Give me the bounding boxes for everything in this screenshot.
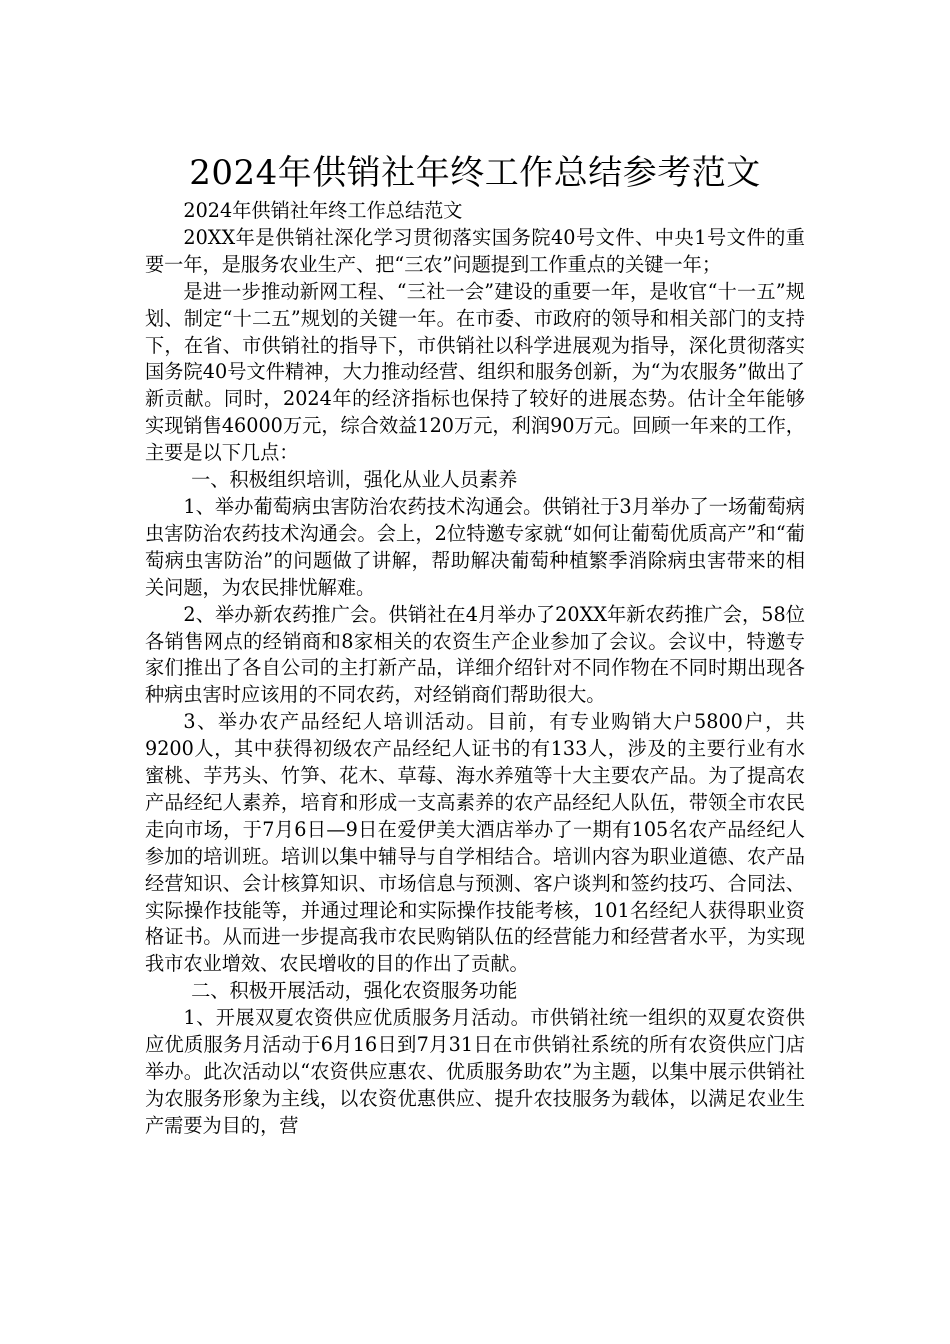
paragraph: 是进一步推动新网工程、“三社一会”建设的重要一年，是收官“十一五”规划、制定“十二五”规划的关键一年。在市委、市政府的领导和相关部门的支持下，在省、市供销社的指导下，市供销社以科学进展观为指导，深化贯彻落实国务院40号文件精神，大力推动经营、组织和服务创新，为“为农服务”做出了新贡献。同时，2024年的经济指标也保持了较好的进展态势。估计全年能够实现销售46000万元，综合效益120万元，利润90万元。回顾一年来的工作，主要是以下几点： xyxy=(145,279,805,465)
paragraph: 20XX年是供销社深化学习贯彻落实国务院40号文件、中央1号文件的重要一年，是服务农业生产、把“三农”问题提到工作重点的关键一年； xyxy=(145,225,805,276)
document-body xyxy=(145,198,805,1140)
paragraph: 3、举办农产品经纪人培训活动。目前，有专业购销大户5800户，共9200人，其中获得初级农产品经纪人证书的有133人，涉及的主要行业有水蜜桃、芋艿头、竹笋、花木、草莓、海水养殖等十大主要农产品。为了提高农产品经纪人素养，培育和形成一支高素养的农产品经纪人队伍，带领全市农民走向市场，于7月6日—9日在爱伊美大酒店举办了一期有105名农产品经纪人参加的培训班。培训以集中辅导与自学相结合。培训内容为职业道德、农产品经营知识、会计核算知识、市场信息与预测、客户谈判和签约技巧、合同法、实际操作技能等，并通过理论和实际操作技能考核，101名经纪人获得职业资格证书。从而进一步提高我市农民购销队伍的经营能力和经营者水平，为实现我市农业增效、农民增收的目的作出了贡献。 xyxy=(145,710,805,976)
document-title: 2024年供销社年终工作总结参考范文 xyxy=(189,152,761,193)
document-subtitle: 2024年供销社年终工作总结范文 xyxy=(183,199,463,222)
paragraph: 1、举办葡萄病虫害防治农药技术沟通会。供销社于3月举办了一场葡萄病虫害防治农药技术沟通会。会上，2位特邀专家就“如何让葡萄优质高产”和“葡萄病虫害防治”的问题做了讲解，帮助解决葡萄种植繁季消除病虫害带来的相关问题，为农民排忧解难。 xyxy=(145,494,805,599)
section-heading: 二、积极开展活动，强化农资服务功能 xyxy=(191,979,518,1003)
section-heading: 一、积极组织培训，强化从业人员素养 xyxy=(191,468,518,492)
paragraph: 1、开展双夏农资供应优质服务月活动。市供销社统一组织的双夏农资供应优质服务月活动于6月16日到7月31日在市供销社系统的所有农资供应门店举办。此次活动以“农资供应惠农、优质服务助农”为主题，以集中展示供销社为农服务形象为主线，以农资优惠供应、提升农技服务为载体，以满足农业生产需要为目的，营 xyxy=(145,1006,805,1137)
paragraph: 2、举办新农药推广会。供销社在4月举办了20XX年新农药推广会，58位各销售网点的经销商和8家相关的农资生产企业参加了会议。会议中，特邀专家们推出了各自公司的主打新产品，详细介绍针对不同作物在不同时期出现各种病虫害时应该用的不同农药，对经销商们帮助很大。 xyxy=(145,602,805,707)
